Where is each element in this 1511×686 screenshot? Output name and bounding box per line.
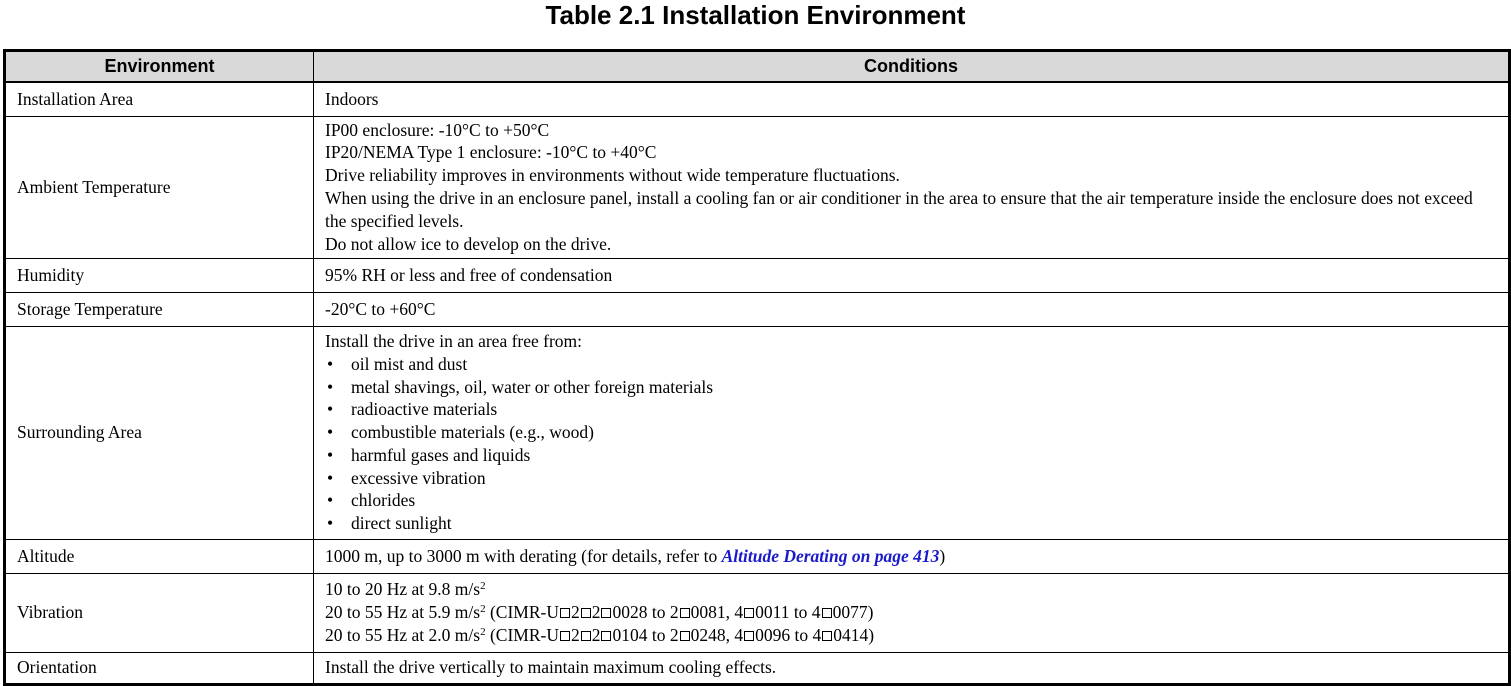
table-row [5, 292, 1510, 326]
list-item [325, 398, 1497, 421]
vibration-line-2-p7: 0077) [832, 602, 874, 623]
placeholder-box-icon [822, 631, 832, 641]
bullet-glyph: • [327, 444, 334, 465]
vibration-line-3-p7: 0414) [833, 624, 875, 645]
placeholder-box-icon [744, 608, 754, 618]
vibration-line-2-lead: 20 to 55 Hz at 5.9 m/s [325, 602, 481, 623]
placeholder-box-icon [601, 608, 611, 618]
row-label-vibration: Vibration [5, 573, 314, 652]
table-row [5, 326, 1510, 539]
altitude-derating-link[interactable]: Altitude Derating on page 413 [721, 545, 940, 566]
list-item [325, 512, 1497, 535]
ambient-line-ip20: IP20/NEMA Type 1 enclosure: -10°C to +40°C [325, 142, 657, 163]
vibration-line-3-p5: 0248, 4 [690, 624, 744, 645]
bullet-glyph: • [327, 376, 334, 397]
vibration-line-2-p2: 2 [570, 602, 580, 623]
surrounding-intro: Install the drive in an area free from: [325, 330, 583, 351]
list-item [325, 467, 1497, 490]
row-label-altitude: Altitude [5, 539, 314, 573]
row-value-surrounding-area [314, 326, 1510, 539]
altitude-suffix: ) [939, 545, 946, 566]
bullet-glyph: • [327, 513, 334, 534]
list-item [325, 376, 1497, 399]
placeholder-box-icon [822, 608, 832, 618]
vibration-line-2-p1: (CIMR-U [485, 602, 559, 623]
row-value-vibration [314, 573, 1510, 652]
row-value-installation-area: Indoors [314, 82, 1510, 116]
list-item [325, 421, 1497, 444]
ambient-line-ice: Do not allow ice to develop on the drive. [325, 233, 612, 254]
ambient-line-enclosure-panel: When using the drive in an enclosure panel, install a cooling fan or air conditioner in the area to ensure that the air temperature inside the enclosure does not exceed the specified levels. [325, 188, 1473, 231]
row-label-surrounding-area: Surrounding Area [5, 326, 314, 539]
superscript: 2 [480, 625, 486, 638]
ambient-line-reliability: Drive reliability improves in environments without wide temperature fluctuations. [325, 165, 900, 186]
table-header-row [5, 51, 1510, 83]
header-conditions: Conditions [314, 51, 1510, 83]
superscript: 2 [480, 603, 486, 616]
bullet-text: harmful gases and liquids [351, 444, 531, 465]
installation-environment-table [3, 49, 1511, 686]
placeholder-box-icon [560, 608, 570, 618]
bullet-glyph: • [327, 490, 334, 511]
bullet-glyph: • [327, 467, 334, 488]
placeholder-box-icon [744, 631, 754, 641]
bullet-text: radioactive materials [351, 399, 498, 420]
vibration-line-1-text: 10 to 20 Hz at 9.8 m/s [325, 579, 481, 600]
row-label-orientation: Orientation [5, 652, 314, 684]
bullet-glyph: • [327, 353, 334, 374]
vibration-line-3-p4: 0104 to 2 [612, 624, 679, 645]
ambient-line-ip00: IP00 enclosure: -10°C to +50°C [325, 119, 550, 140]
bullet-text: chlorides [351, 490, 416, 511]
row-value-altitude [314, 539, 1510, 573]
table-row [5, 258, 1510, 292]
vibration-line-2 [325, 601, 1497, 624]
row-value-storage-temperature: -20°C to +60°C [314, 292, 1510, 326]
table-row [5, 539, 1510, 573]
row-label-humidity: Humidity [5, 258, 314, 292]
placeholder-box-icon [680, 608, 690, 618]
row-label-installation-area: Installation Area [5, 82, 314, 116]
vibration-line-2-p3: 2 [591, 602, 601, 623]
placeholder-box-icon [680, 631, 690, 641]
table-row [5, 652, 1510, 684]
table-row [5, 82, 1510, 116]
list-item [325, 489, 1497, 512]
row-label-ambient-temperature: Ambient Temperature [5, 116, 314, 258]
altitude-prefix: 1000 m, up to 3000 m with derating (for details, refer to [325, 545, 722, 566]
bullet-text: direct sunlight [351, 513, 452, 534]
placeholder-box-icon [560, 631, 570, 641]
row-value-ambient-temperature [314, 116, 1510, 258]
bullet-glyph: • [327, 422, 334, 443]
list-item [325, 353, 1497, 376]
bullet-text: excessive vibration [351, 467, 486, 488]
bullet-glyph: • [327, 399, 334, 420]
superscript: 2 [480, 580, 486, 593]
placeholder-box-icon [581, 631, 591, 641]
vibration-line-3-p6: 0096 to 4 [755, 624, 822, 645]
table-row [5, 573, 1510, 652]
surrounding-bullet-list [325, 353, 1497, 535]
vibration-line-3-p1: (CIMR-U [485, 624, 559, 645]
bullet-text: oil mist and dust [351, 353, 468, 374]
bullet-text: metal shavings, oil, water or other foreign materials [351, 376, 714, 397]
vibration-line-3-p3: 2 [591, 624, 601, 645]
row-label-storage-temperature: Storage Temperature [5, 292, 314, 326]
vibration-line-1 [325, 578, 1497, 601]
bullet-text: combustible materials (e.g., wood) [351, 422, 594, 443]
vibration-line-2-p4: 0028 to 2 [612, 602, 679, 623]
vibration-line-3-lead: 20 to 55 Hz at 2.0 m/s [325, 624, 481, 645]
vibration-line-3 [325, 624, 1497, 647]
placeholder-box-icon [601, 631, 611, 641]
list-item [325, 444, 1497, 467]
placeholder-box-icon [581, 608, 591, 618]
vibration-line-2-p6: 0011 to 4 [755, 602, 821, 623]
header-environment: Environment [5, 51, 314, 83]
table-row [5, 116, 1510, 258]
vibration-line-3-p2: 2 [570, 624, 580, 645]
table-title: Table 2.1 Installation Environment [545, 0, 966, 30]
vibration-line-2-p5: 0081, 4 [690, 602, 744, 623]
row-value-humidity: 95% RH or less and free of condensation [314, 258, 1510, 292]
row-value-orientation: Install the drive vertically to maintain maximum cooling effects. [314, 652, 1510, 684]
